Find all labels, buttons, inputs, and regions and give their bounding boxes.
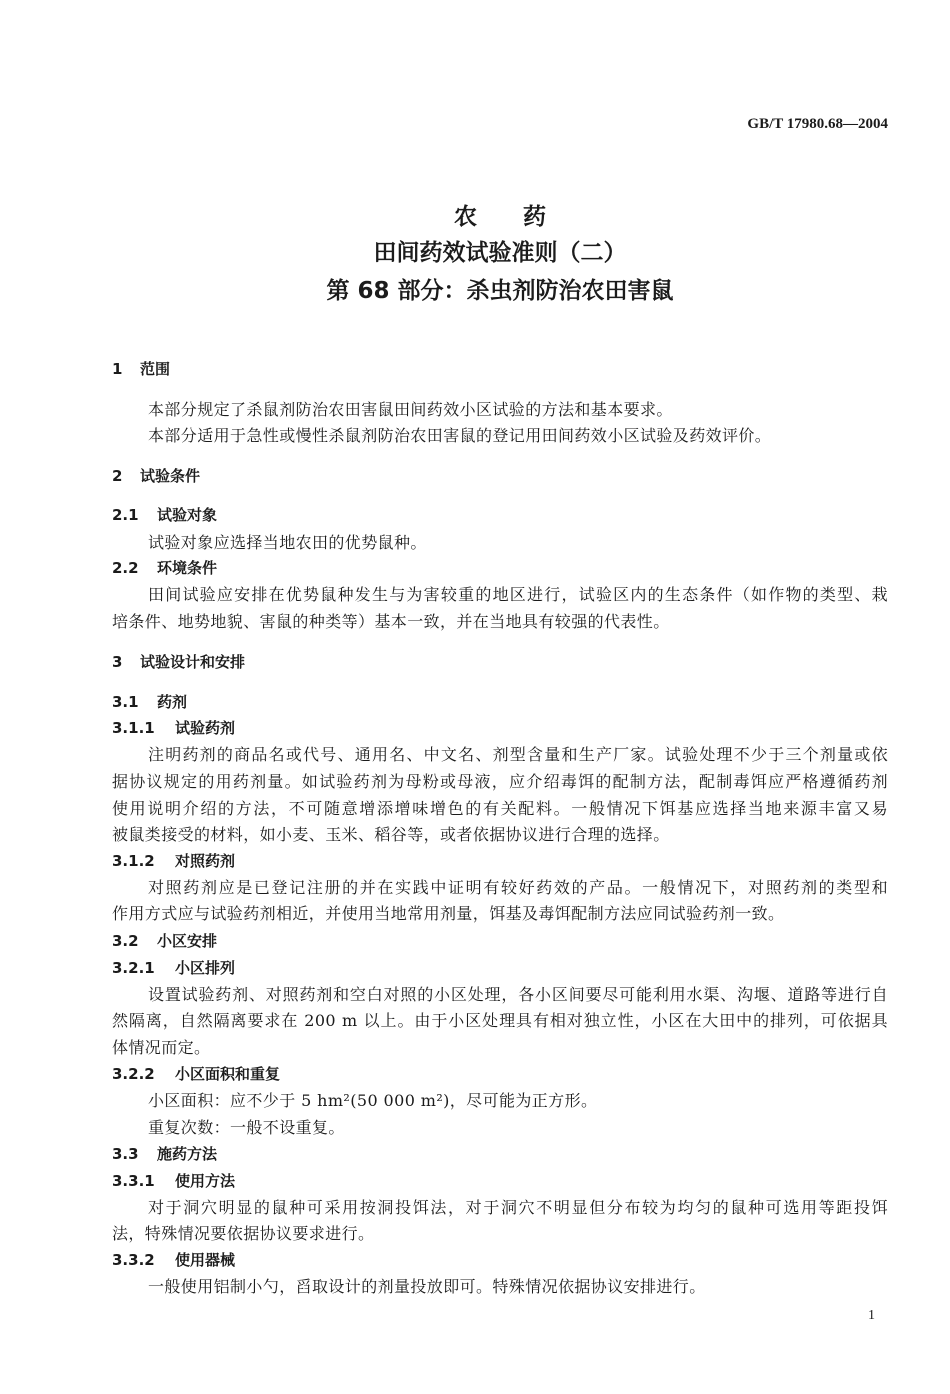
section-number: 3 — [112, 653, 123, 671]
section-title: 施药方法 — [157, 1145, 218, 1163]
paragraph-line: 作用方式应与试验药剂相近，并使用当地常用剂量，饵基及毒饵配制方法应同试验药剂一致。 — [112, 904, 785, 923]
section-number: 3.2.2 — [112, 1065, 155, 1083]
section-title: 小区排列 — [175, 959, 236, 977]
section-heading-3 — [112, 652, 512, 672]
paragraph-line: 注明药剂的商品名或代号、通用名、中文名、剂型含量和生产厂家。试验处理不少于三个剂量或依 — [148, 745, 888, 764]
paragraph-line: 使用说明介绍的方法，不可随意增添增味增色的有关配料。一般情况下饵基应选择当地来源丰富又易 — [112, 799, 888, 818]
title-line-3: 第 68 部分：杀虫剂防治农田害鼠 — [326, 278, 674, 304]
section-title: 使用方法 — [175, 1172, 236, 1190]
paragraph-line: 重复次数：一般不设重复。 — [148, 1118, 345, 1137]
section-number: 3.1.1 — [112, 719, 155, 737]
section-heading-3-1 — [112, 692, 512, 712]
section-heading-3-3-2 — [112, 1250, 512, 1270]
section-title: 试验设计和安排 — [140, 653, 246, 671]
paragraph-line: 培条件、地势地貌、害鼠的种类等）基本一致，并在当地具有较强的代表性。 — [112, 612, 670, 631]
section-title: 使用器械 — [175, 1251, 236, 1269]
section-heading-3-3-1 — [112, 1171, 512, 1191]
paragraph-line: 试验对象应选择当地农田的优势鼠种。 — [148, 533, 427, 552]
paragraph-line: 据协议规定的用药剂量。如试验药剂为母粉或母液，应介绍毒饵的配制方法，配制毒饵应严格遵循药剂 — [112, 772, 888, 791]
paragraph-line: 本部分适用于急性或慢性杀鼠剂防治农田害鼠的登记用田间药效小区试验及药效评价。 — [148, 426, 772, 445]
section-number: 2 — [112, 467, 123, 485]
paragraph-line: 小区面积：应不少于 5 hm²(50 000 m²)，尽可能为正方形。 — [148, 1091, 598, 1110]
paragraph-line: 本部分规定了杀鼠剂防治农田害鼠田间药效小区试验的方法和基本要求。 — [148, 400, 673, 419]
title-line-1: 农 药 — [454, 204, 546, 230]
section-heading-3-2 — [112, 931, 512, 951]
page-number: 1 — [868, 1308, 875, 1323]
section-title: 小区面积和重复 — [175, 1065, 281, 1083]
section-title: 小区安排 — [157, 932, 218, 950]
section-number: 1 — [112, 360, 123, 378]
section-number: 3.1.2 — [112, 852, 155, 870]
paragraph-line: 对于洞穴明显的鼠种可采用按洞投饵法，对于洞穴不明显但分布较为均匀的鼠种可选用等距投饵 — [148, 1198, 888, 1217]
section-heading-2-1 — [112, 505, 512, 525]
paragraph-line: 一般使用铝制小勺，舀取设计的剂量投放即可。特殊情况依据协议安排进行。 — [148, 1277, 706, 1296]
section-title: 试验对象 — [157, 506, 218, 524]
section-number: 3.1 — [112, 693, 139, 711]
section-heading-3-2-2 — [112, 1064, 512, 1084]
section-number: 3.2.1 — [112, 959, 155, 977]
section-heading-3-1-2 — [112, 851, 512, 871]
paragraph-line: 体情况而定。 — [112, 1038, 211, 1057]
paragraph-line: 法，特殊情况要依据协议要求进行。 — [112, 1224, 375, 1243]
section-title: 对照药剂 — [175, 852, 236, 870]
section-number: 3.3.1 — [112, 1172, 155, 1190]
section-heading-3-3 — [112, 1144, 512, 1164]
paragraph-line: 然隔离，自然隔离要求在 200 m 以上。由于小区处理具有相对独立性，小区在大田中的排列，可依据具 — [112, 1011, 888, 1030]
section-heading-3-2-1 — [112, 958, 512, 978]
paragraph-line: 对照药剂应是已登记注册的并在实践中证明有较好药效的产品。一般情况下，对照药剂的类型和 — [148, 878, 888, 897]
section-number: 3.2 — [112, 932, 139, 950]
section-title: 试验条件 — [140, 467, 201, 485]
section-heading-3-1-1 — [112, 718, 512, 738]
section-number: 3.3 — [112, 1145, 139, 1163]
standard-number: GB/T 17980.68—2004 — [747, 116, 888, 132]
section-title: 试验药剂 — [175, 719, 236, 737]
paragraph-line: 被鼠类接受的材料，如小麦、玉米、稻谷等，或者依据协议进行合理的选择。 — [112, 825, 670, 844]
section-title: 环境条件 — [157, 559, 218, 577]
section-number: 2.1 — [112, 506, 139, 524]
section-heading-1 — [112, 359, 512, 379]
section-heading-2 — [112, 466, 512, 486]
paragraph-line: 田间试验应安排在优势鼠种发生与为害较重的地区进行，试验区内的生态条件（如作物的类型、栽 — [148, 585, 888, 604]
section-title: 范围 — [140, 360, 171, 378]
paragraph-line: 设置试验药剂、对照药剂和空白对照的小区处理，各小区间要尽可能利用水渠、沟堰、道路等进行自 — [148, 985, 888, 1004]
title-line-2: 田间药效试验准则（二） — [373, 240, 627, 266]
section-number: 2.2 — [112, 559, 139, 577]
section-title: 药剂 — [157, 693, 188, 711]
section-number: 3.3.2 — [112, 1251, 155, 1269]
section-heading-2-2 — [112, 558, 512, 578]
